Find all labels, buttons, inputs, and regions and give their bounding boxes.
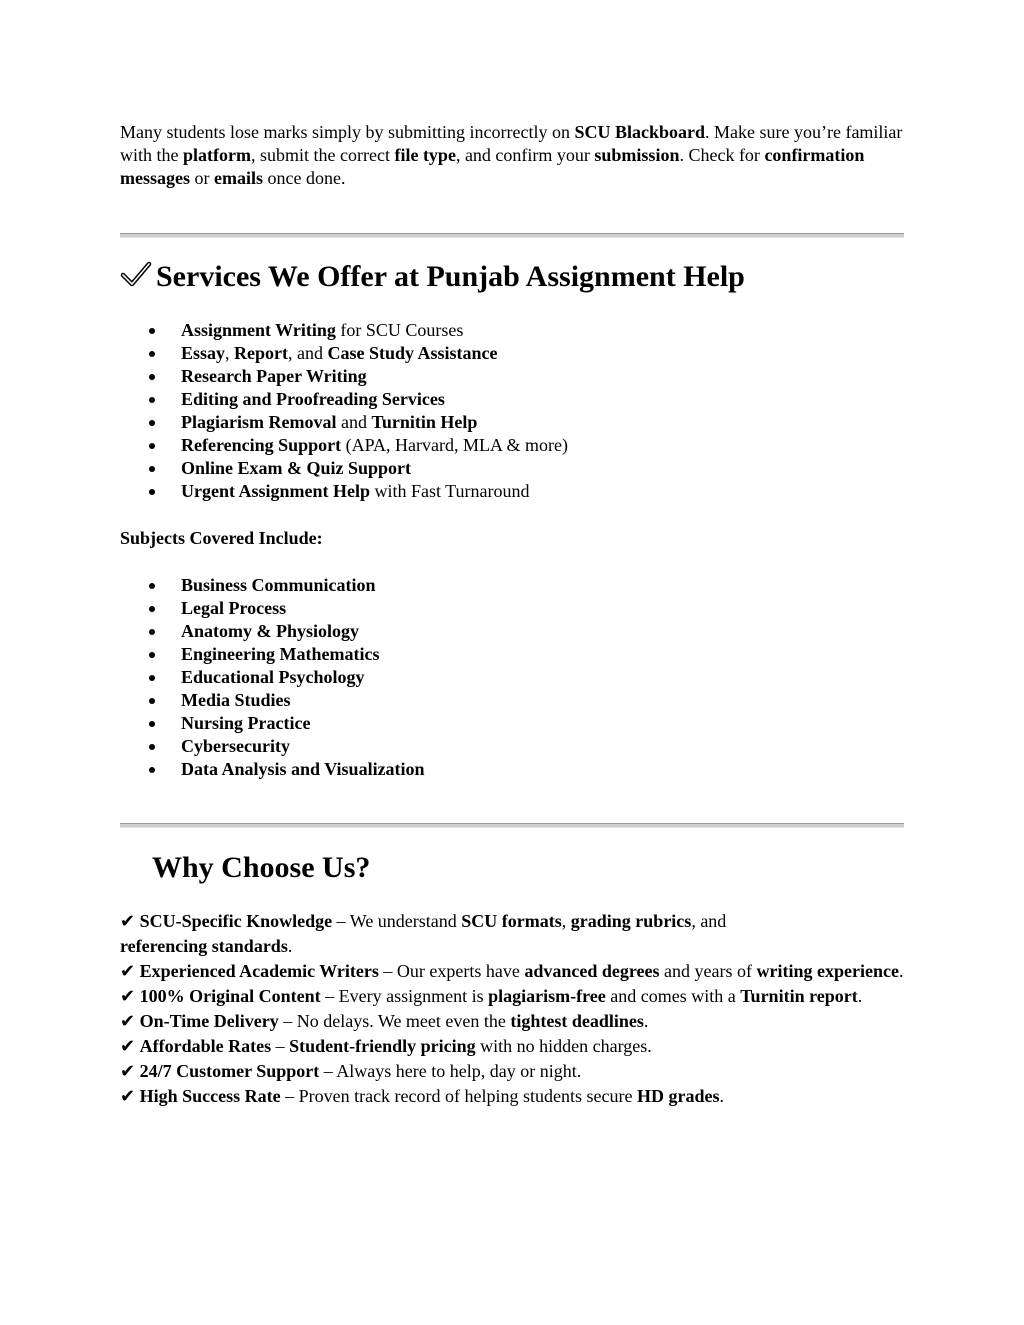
bullet-icon xyxy=(149,489,155,495)
bullet-icon xyxy=(149,374,155,380)
bullet-icon xyxy=(149,744,155,750)
list-item: Essay, Report, and Case Study Assistance xyxy=(120,342,568,365)
bullet-icon xyxy=(149,466,155,472)
bullet-icon xyxy=(149,606,155,612)
services-heading: Services We Offer at Punjab Assignment Help xyxy=(120,259,745,297)
horizontal-rule xyxy=(120,233,904,238)
checkmark-icon: ✔ xyxy=(120,986,136,1006)
why-item: ✔ Affordable Rates – Student-friendly pricing with no hidden charges. xyxy=(120,1036,652,1056)
bullet-icon xyxy=(149,767,155,773)
list-item: Editing and Proofreading Services xyxy=(120,388,568,411)
intro-paragraph: Many students lose marks simply by submitting incorrectly on SCU Blackboard. Make sure you’re familiar with the platform, submit the correct file type, and confirm your submission. Check for confirmation messages or emails once done. xyxy=(120,122,903,188)
list-item: Nursing Practice xyxy=(120,712,425,735)
why-list xyxy=(120,909,904,1109)
list-item: Online Exam & Quiz Support xyxy=(120,457,568,480)
bullet-icon xyxy=(149,698,155,704)
list-item: Engineering Mathematics xyxy=(120,643,425,666)
list-item: Research Paper Writing xyxy=(120,365,568,388)
list-item: Educational Psychology xyxy=(120,666,425,689)
why-heading: Why Choose Us? xyxy=(152,851,371,884)
why-item: ✔ Experienced Academic Writers – Our experts have advanced degrees and years of writing experience. xyxy=(120,961,904,981)
check-mark-icon xyxy=(120,260,156,297)
list-item: Business Communication xyxy=(120,574,425,597)
bullet-icon xyxy=(149,721,155,727)
services-list xyxy=(120,319,568,503)
bullet-icon xyxy=(149,420,155,426)
why-item: ✔ On-Time Delivery – No delays. We meet even the tightest deadlines. xyxy=(120,1011,649,1031)
checkmark-icon: ✔ xyxy=(120,1036,136,1056)
bullet-icon xyxy=(149,629,155,635)
why-item: ✔ 100% Original Content – Every assignment is plagiarism-free and comes with a Turnitin report. xyxy=(120,986,863,1006)
list-item: Referencing Support (APA, Harvard, MLA & more) xyxy=(120,434,568,457)
list-item: Cybersecurity xyxy=(120,735,425,758)
bullet-icon xyxy=(149,583,155,589)
why-item: ✔ SCU-Specific Knowledge – We understand SCU formats, grading rubrics, and referencing standards. xyxy=(120,911,727,956)
bullet-icon xyxy=(149,328,155,334)
list-item: Anatomy & Physiology xyxy=(120,620,425,643)
checkmark-icon: ✔ xyxy=(120,961,136,981)
checkmark-icon: ✔ xyxy=(120,911,136,931)
bullet-icon xyxy=(149,351,155,357)
list-item: Legal Process xyxy=(120,597,425,620)
bullet-icon xyxy=(149,652,155,658)
subjects-heading: Subjects Covered Include: xyxy=(120,528,323,548)
list-item: Urgent Assignment Help with Fast Turnaround xyxy=(120,480,568,503)
checkmark-icon: ✔ xyxy=(120,1061,136,1081)
checkmark-icon: ✔ xyxy=(120,1086,136,1106)
list-item: Data Analysis and Visualization xyxy=(120,758,425,781)
bullet-icon xyxy=(149,675,155,681)
list-item: Plagiarism Removal and Turnitin Help xyxy=(120,411,568,434)
horizontal-rule xyxy=(120,823,904,828)
checkmark-icon: ✔ xyxy=(120,1011,136,1031)
bullet-icon xyxy=(149,443,155,449)
bullet-icon xyxy=(149,397,155,403)
why-item: ✔ High Success Rate – Proven track record of helping students secure HD grades. xyxy=(120,1086,724,1106)
list-item: Media Studies xyxy=(120,689,425,712)
why-item: ✔ 24/7 Customer Support – Always here to help, day or night. xyxy=(120,1061,582,1081)
subjects-list xyxy=(120,574,425,781)
list-item: Assignment Writing for SCU Courses xyxy=(120,319,568,342)
